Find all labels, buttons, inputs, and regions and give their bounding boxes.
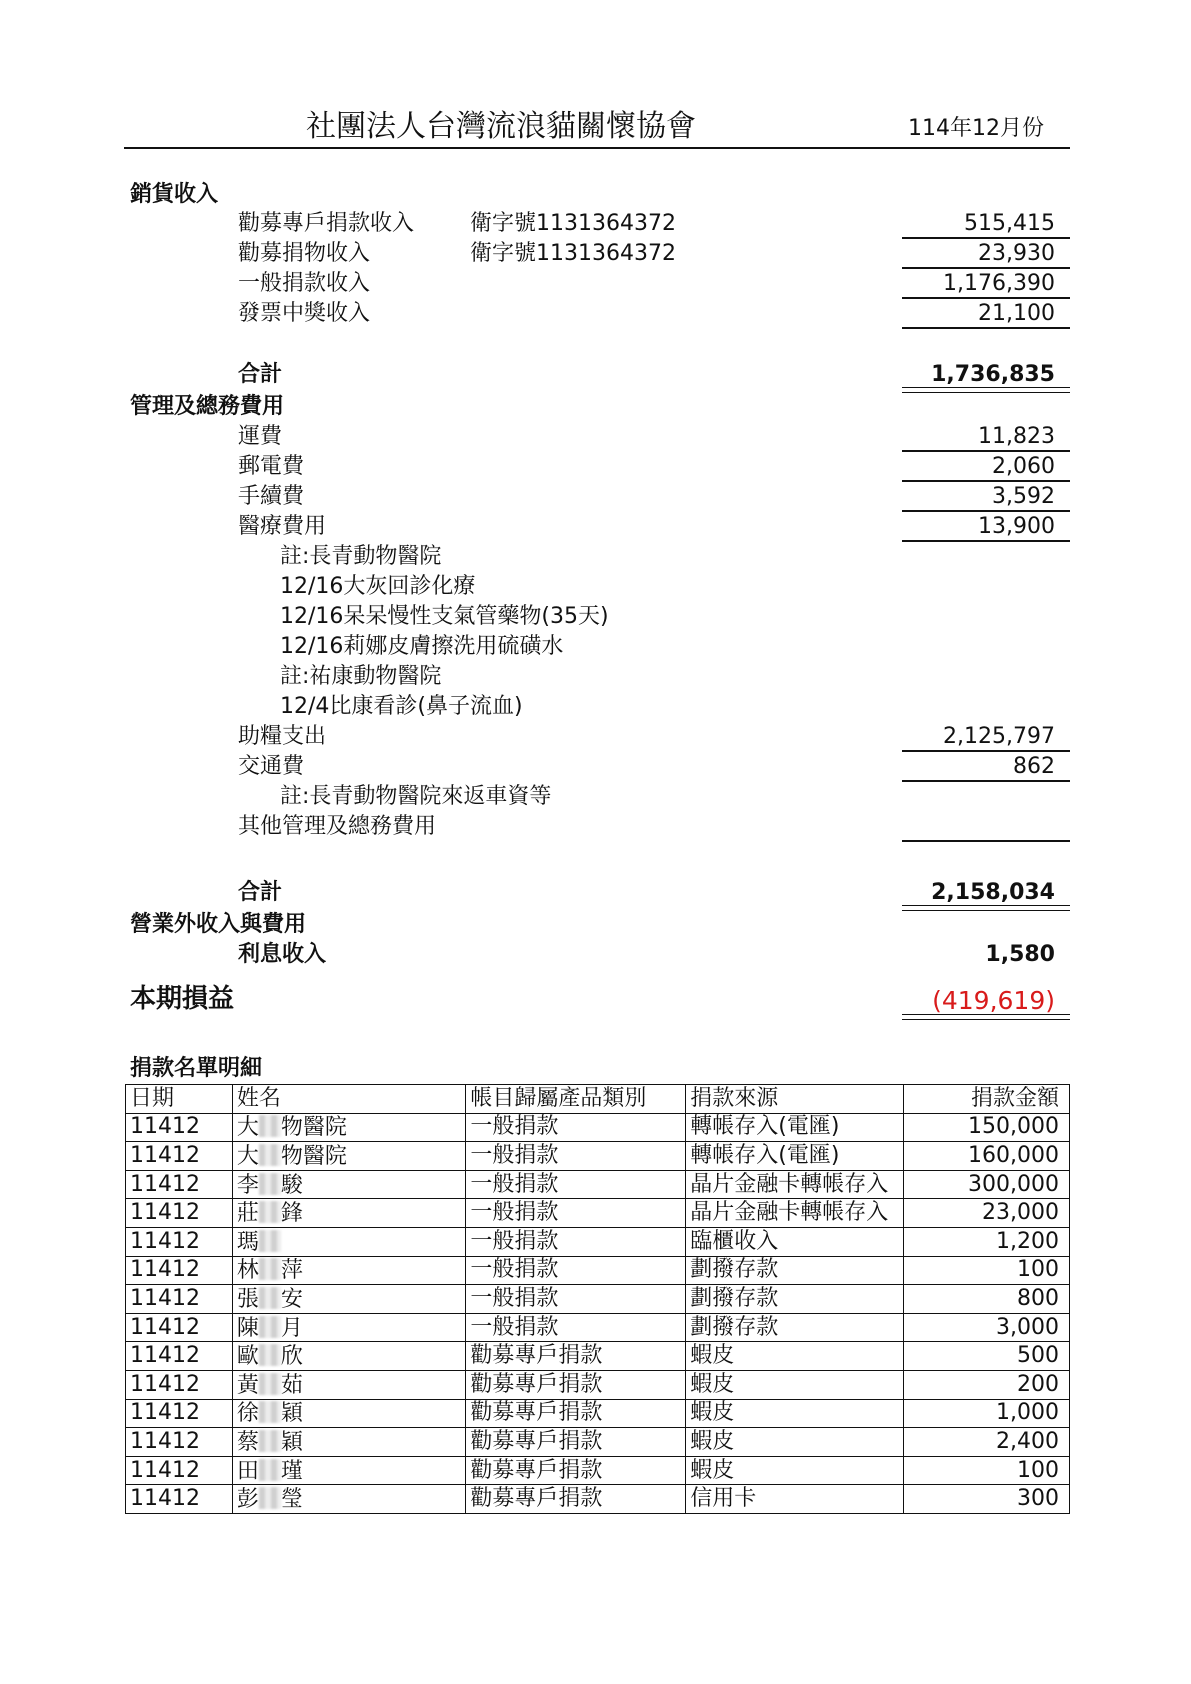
donor-name-rest: 萍 [280, 1258, 303, 1284]
donation-date: 11412 [126, 1399, 233, 1428]
redaction-mask [259, 1258, 281, 1280]
donor-list-title: 捐款名單明細 [130, 1056, 263, 1081]
underline [902, 237, 1070, 239]
double-underline [902, 905, 1070, 911]
expense-item-amount: 3,592 [992, 484, 1055, 509]
redaction-mask [259, 1115, 281, 1137]
donor-name [232, 1313, 466, 1342]
donation-category: 勸募專戶捐款 [466, 1456, 686, 1485]
sales-item-label: 發票中獎收入 [238, 301, 371, 326]
donation-source: 蝦皮 [686, 1342, 904, 1371]
donation-date: 11412 [126, 1456, 233, 1485]
donor-name-first: 彭 [236, 1487, 259, 1513]
redaction-mask [259, 1401, 281, 1423]
donation-amount: 1,000 [904, 1399, 1070, 1428]
donation-date: 11412 [126, 1199, 233, 1228]
donor-name [232, 1113, 466, 1142]
underline [902, 780, 1070, 782]
donor-table [125, 1084, 1070, 1514]
expense-item-amount: 2,060 [992, 454, 1055, 479]
underline [902, 840, 1070, 842]
donation-source: 蝦皮 [686, 1399, 904, 1428]
donation-date: 11412 [126, 1142, 233, 1171]
donor-name-rest: 欣 [280, 1344, 303, 1370]
donor-name-rest: 茹 [280, 1372, 303, 1398]
net-income-label: 本期損益 [130, 984, 235, 1014]
donation-amount: 3,000 [904, 1313, 1070, 1342]
sales-total-label: 合計 [238, 362, 283, 387]
donor-name-rest: 月 [280, 1315, 303, 1341]
expense-item-label: 手續費 [238, 484, 305, 509]
donation-amount: 100 [904, 1456, 1070, 1485]
sales-total-amount: 1,736,835 [931, 362, 1055, 387]
header-divider [124, 147, 1070, 149]
redaction-mask [259, 1459, 281, 1481]
sales-item-amount: 1,176,390 [943, 271, 1055, 296]
table-row [126, 1227, 1070, 1256]
underline [902, 327, 1070, 329]
donation-source: 蝦皮 [686, 1456, 904, 1485]
donation-source: 蝦皮 [686, 1370, 904, 1399]
double-underline [902, 1014, 1070, 1020]
redaction-mask [259, 1373, 281, 1395]
donation-amount: 100 [904, 1256, 1070, 1285]
underline [902, 750, 1070, 752]
donor-name-first: 大 [236, 1143, 259, 1169]
redaction-mask [259, 1230, 281, 1252]
donor-name-rest: 穎 [280, 1401, 303, 1427]
expense-item-label: 郵電費 [238, 454, 305, 479]
section-expenses: 管理及總務費用 [130, 394, 285, 419]
table-row [126, 1428, 1070, 1457]
table-row [126, 1342, 1070, 1371]
column-header-category: 帳目歸屬產品類別 [466, 1085, 686, 1114]
table-row [126, 1399, 1070, 1428]
donor-name [232, 1342, 466, 1371]
redaction-mask [259, 1487, 281, 1509]
donor-name [232, 1227, 466, 1256]
table-row [126, 1113, 1070, 1142]
donation-amount: 300 [904, 1485, 1070, 1514]
donor-name-first: 陳 [236, 1315, 259, 1341]
redaction-mask [259, 1287, 281, 1309]
donation-amount: 300,000 [904, 1170, 1070, 1199]
donation-date: 11412 [126, 1113, 233, 1142]
donation-category: 勸募專戶捐款 [466, 1342, 686, 1371]
sales-item-label: 一般捐款收入 [238, 271, 371, 296]
column-header-name: 姓名 [232, 1085, 466, 1114]
donor-name-first: 徐 [236, 1401, 259, 1427]
donor-name-rest: 瑾 [280, 1458, 303, 1484]
transport-expense-label: 交通費 [238, 754, 305, 779]
donation-source: 蝦皮 [686, 1428, 904, 1457]
redaction-mask [259, 1144, 281, 1166]
underline [902, 297, 1070, 299]
donation-date: 11412 [126, 1428, 233, 1457]
donation-category: 一般捐款 [466, 1256, 686, 1285]
donation-amount: 800 [904, 1285, 1070, 1314]
donation-date: 11412 [126, 1370, 233, 1399]
medical-note: 12/16呆呆慢性支氣管藥物(35天) [280, 604, 609, 629]
donor-name-first: 瑪 [236, 1229, 259, 1255]
sales-item-label: 勸募捐物收入 [238, 241, 371, 266]
donation-date: 11412 [126, 1170, 233, 1199]
donation-source: 臨櫃收入 [686, 1227, 904, 1256]
interest-amount: 1,580 [985, 942, 1055, 967]
donor-name [232, 1399, 466, 1428]
donation-category: 一般捐款 [466, 1313, 686, 1342]
underline [902, 480, 1070, 482]
expense-item-label: 醫療費用 [238, 514, 327, 539]
sales-item-label: 勸募專戶捐款收入 [238, 211, 415, 236]
redaction-mask [259, 1430, 281, 1452]
medical-note: 註:祐康動物醫院 [280, 664, 442, 689]
donation-source: 轉帳存入(電匯) [686, 1142, 904, 1171]
donation-category: 一般捐款 [466, 1199, 686, 1228]
donor-name-rest: 安 [280, 1286, 303, 1312]
sales-item-amount: 21,100 [978, 301, 1055, 326]
table-row [126, 1142, 1070, 1171]
donor-name-rest: 穎 [280, 1429, 303, 1455]
donor-name-first: 張 [236, 1286, 259, 1312]
donor-name-rest: 物醫院 [280, 1115, 347, 1141]
sales-item-note: 衛字號1131364372 [470, 211, 676, 236]
section-non-operating: 營業外收入與費用 [130, 912, 307, 937]
donor-name-first: 田 [236, 1458, 259, 1484]
donor-name [232, 1485, 466, 1514]
expense-item-amount: 11,823 [978, 424, 1055, 449]
table-row [126, 1199, 1070, 1228]
redaction-mask [259, 1173, 281, 1195]
table-row [126, 1313, 1070, 1342]
donation-source: 晶片金融卡轉帳存入 [686, 1170, 904, 1199]
donation-date: 11412 [126, 1342, 233, 1371]
interest-label: 利息收入 [238, 942, 327, 967]
table-row [126, 1285, 1070, 1314]
medical-note: 12/4比康看診(鼻子流血) [280, 694, 523, 719]
donor-table-body [126, 1113, 1070, 1513]
expenses-total-label: 合計 [238, 880, 283, 905]
redaction-mask [259, 1316, 281, 1338]
medical-note: 12/16大灰回診化療 [280, 574, 476, 599]
donation-source: 劃撥存款 [686, 1313, 904, 1342]
expense-item-label: 運費 [238, 424, 283, 449]
donor-name-rest: 物醫院 [280, 1143, 347, 1169]
donor-name-first: 黃 [236, 1372, 259, 1398]
donation-category: 一般捐款 [466, 1170, 686, 1199]
table-row [126, 1256, 1070, 1285]
donation-category: 一般捐款 [466, 1285, 686, 1314]
double-underline [902, 387, 1070, 393]
donor-name [232, 1428, 466, 1457]
donor-name-first: 莊 [236, 1201, 259, 1227]
donation-category: 一般捐款 [466, 1227, 686, 1256]
table-row [126, 1485, 1070, 1514]
donation-source: 信用卡 [686, 1485, 904, 1514]
underline [902, 510, 1070, 512]
transport-note: 註:長青動物醫院來返車資等 [280, 784, 552, 809]
table-row [126, 1370, 1070, 1399]
donor-name-rest: 駿 [280, 1172, 303, 1198]
donation-date: 11412 [126, 1313, 233, 1342]
donation-category: 勸募專戶捐款 [466, 1485, 686, 1514]
redaction-mask [259, 1201, 281, 1223]
donation-date: 11412 [126, 1256, 233, 1285]
sales-item-amount: 23,930 [978, 241, 1055, 266]
sales-item-amount: 515,415 [964, 211, 1055, 236]
expense-item-amount: 13,900 [978, 514, 1055, 539]
food-expense-amount: 2,125,797 [943, 724, 1055, 749]
donor-name-first: 大 [236, 1115, 259, 1141]
donation-source: 劃撥存款 [686, 1256, 904, 1285]
donation-source: 轉帳存入(電匯) [686, 1113, 904, 1142]
donation-amount: 150,000 [904, 1113, 1070, 1142]
food-expense-label: 助糧支出 [238, 724, 327, 749]
donation-category: 一般捐款 [466, 1142, 686, 1171]
donor-name-first: 歐 [236, 1344, 259, 1370]
donor-name [232, 1256, 466, 1285]
donation-category: 勸募專戶捐款 [466, 1370, 686, 1399]
donor-name [232, 1170, 466, 1199]
donation-amount: 2,400 [904, 1428, 1070, 1457]
redaction-mask [259, 1344, 281, 1366]
medical-note: 註:長青動物醫院 [280, 544, 442, 569]
donor-name [232, 1199, 466, 1228]
transport-expense-amount: 862 [1013, 754, 1055, 779]
donor-name-first: 李 [236, 1172, 259, 1198]
donor-name-rest: 瑩 [280, 1487, 303, 1513]
donor-name [232, 1142, 466, 1171]
section-sales: 銷貨收入 [130, 182, 219, 207]
expenses-total-amount: 2,158,034 [931, 880, 1055, 905]
sales-item-note: 衛字號1131364372 [470, 241, 676, 266]
donor-name-rest: 鋒 [280, 1201, 303, 1227]
donation-source: 晶片金融卡轉帳存入 [686, 1199, 904, 1228]
donation-date: 11412 [126, 1485, 233, 1514]
donation-date: 11412 [126, 1285, 233, 1314]
report-period: 114年12月份 [908, 116, 1044, 141]
table-row [126, 1456, 1070, 1485]
donation-amount: 160,000 [904, 1142, 1070, 1171]
page-title: 社團法人台灣流浪貓關懷協會 [306, 109, 696, 144]
medical-note: 12/16莉娜皮膚擦洗用硫磺水 [280, 634, 564, 659]
donation-amount: 200 [904, 1370, 1070, 1399]
donation-amount: 500 [904, 1342, 1070, 1371]
donation-category: 一般捐款 [466, 1113, 686, 1142]
donation-source: 劃撥存款 [686, 1285, 904, 1314]
net-income-amount: (419,619) [932, 986, 1055, 1015]
donor-name [232, 1285, 466, 1314]
column-header-source: 捐款來源 [686, 1085, 904, 1114]
donation-amount: 1,200 [904, 1227, 1070, 1256]
table-row [126, 1170, 1070, 1199]
column-header-date: 日期 [126, 1085, 233, 1114]
donation-amount: 23,000 [904, 1199, 1070, 1228]
table-header-row [126, 1085, 1070, 1114]
column-header-amount: 捐款金額 [904, 1085, 1070, 1114]
donor-name [232, 1456, 466, 1485]
underline [902, 540, 1070, 542]
underline [902, 267, 1070, 269]
donor-name [232, 1370, 466, 1399]
donation-category: 勸募專戶捐款 [466, 1399, 686, 1428]
other-expense-label: 其他管理及總務費用 [238, 814, 437, 839]
donation-date: 11412 [126, 1227, 233, 1256]
underline [902, 450, 1070, 452]
donation-category: 勸募專戶捐款 [466, 1428, 686, 1457]
donor-name-first: 蔡 [236, 1429, 259, 1455]
donor-name-first: 林 [236, 1258, 259, 1284]
